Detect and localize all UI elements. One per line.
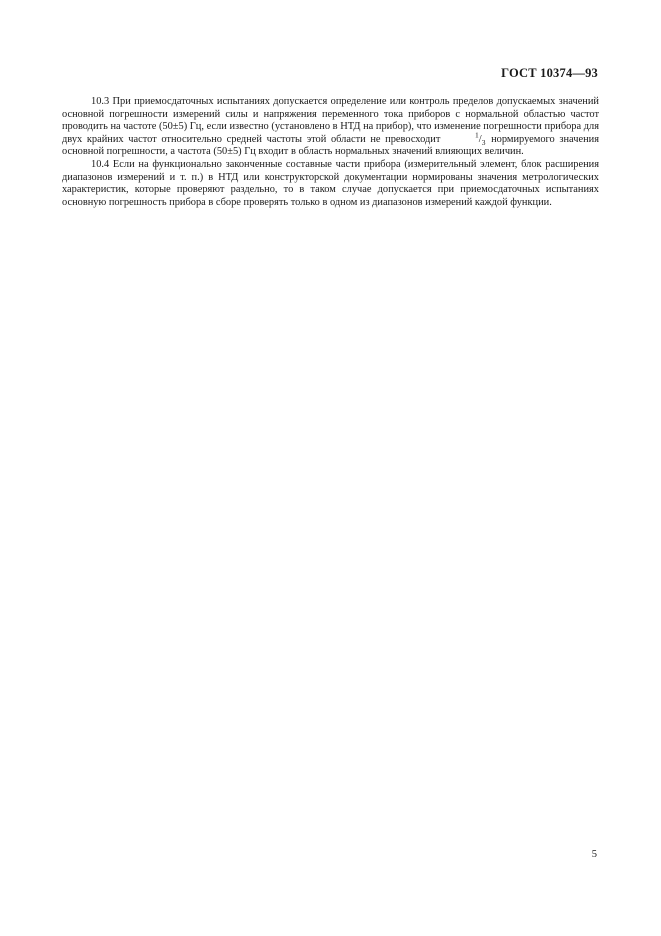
paragraph-10-3 xyxy=(62,96,599,159)
fraction-denominator: 3 xyxy=(481,137,486,147)
paragraph-10-3-text-end: нормируемого значения основной погрешности, а частота (50±5) Гц входит в область нормальных значений влияющих величин. xyxy=(62,133,599,158)
document-body xyxy=(62,96,599,209)
paragraph-10-3-text-start: 10.3 При приемосдаточных испытаниях допускается определение или контроль пределов допускаемых значений основной погрешности измерений силы и напряжения переменного тока приборов с нормальной областью частот проводить на частоте (50±5) Гц, если известно (установлено в НТД на прибор), что изменение погрешности прибора для двух крайних частот относительно средней частоты этой области не превосходит xyxy=(62,96,599,145)
standard-code-header: ГОСТ 10374—93 xyxy=(501,66,598,80)
fraction-numerator: 1 xyxy=(475,130,479,140)
fraction-slash: / xyxy=(478,133,482,145)
paragraph-10-4: 10.4 Если на функционально законченные составные части прибора (измерительный элемент, блок расширения диапазонов измерений и т. п.) в НТД или конструкторской документации нормированы значения метрологических характеристик, которые проверяют раздельно, то в таком случае допускается при приемосдаточных испытаниях основную погрешность прибора в сборе проверять только в одном из диапазонов измерений каждой функции. xyxy=(62,158,599,208)
fraction-one-third xyxy=(446,130,486,147)
page-number: 5 xyxy=(591,849,597,860)
